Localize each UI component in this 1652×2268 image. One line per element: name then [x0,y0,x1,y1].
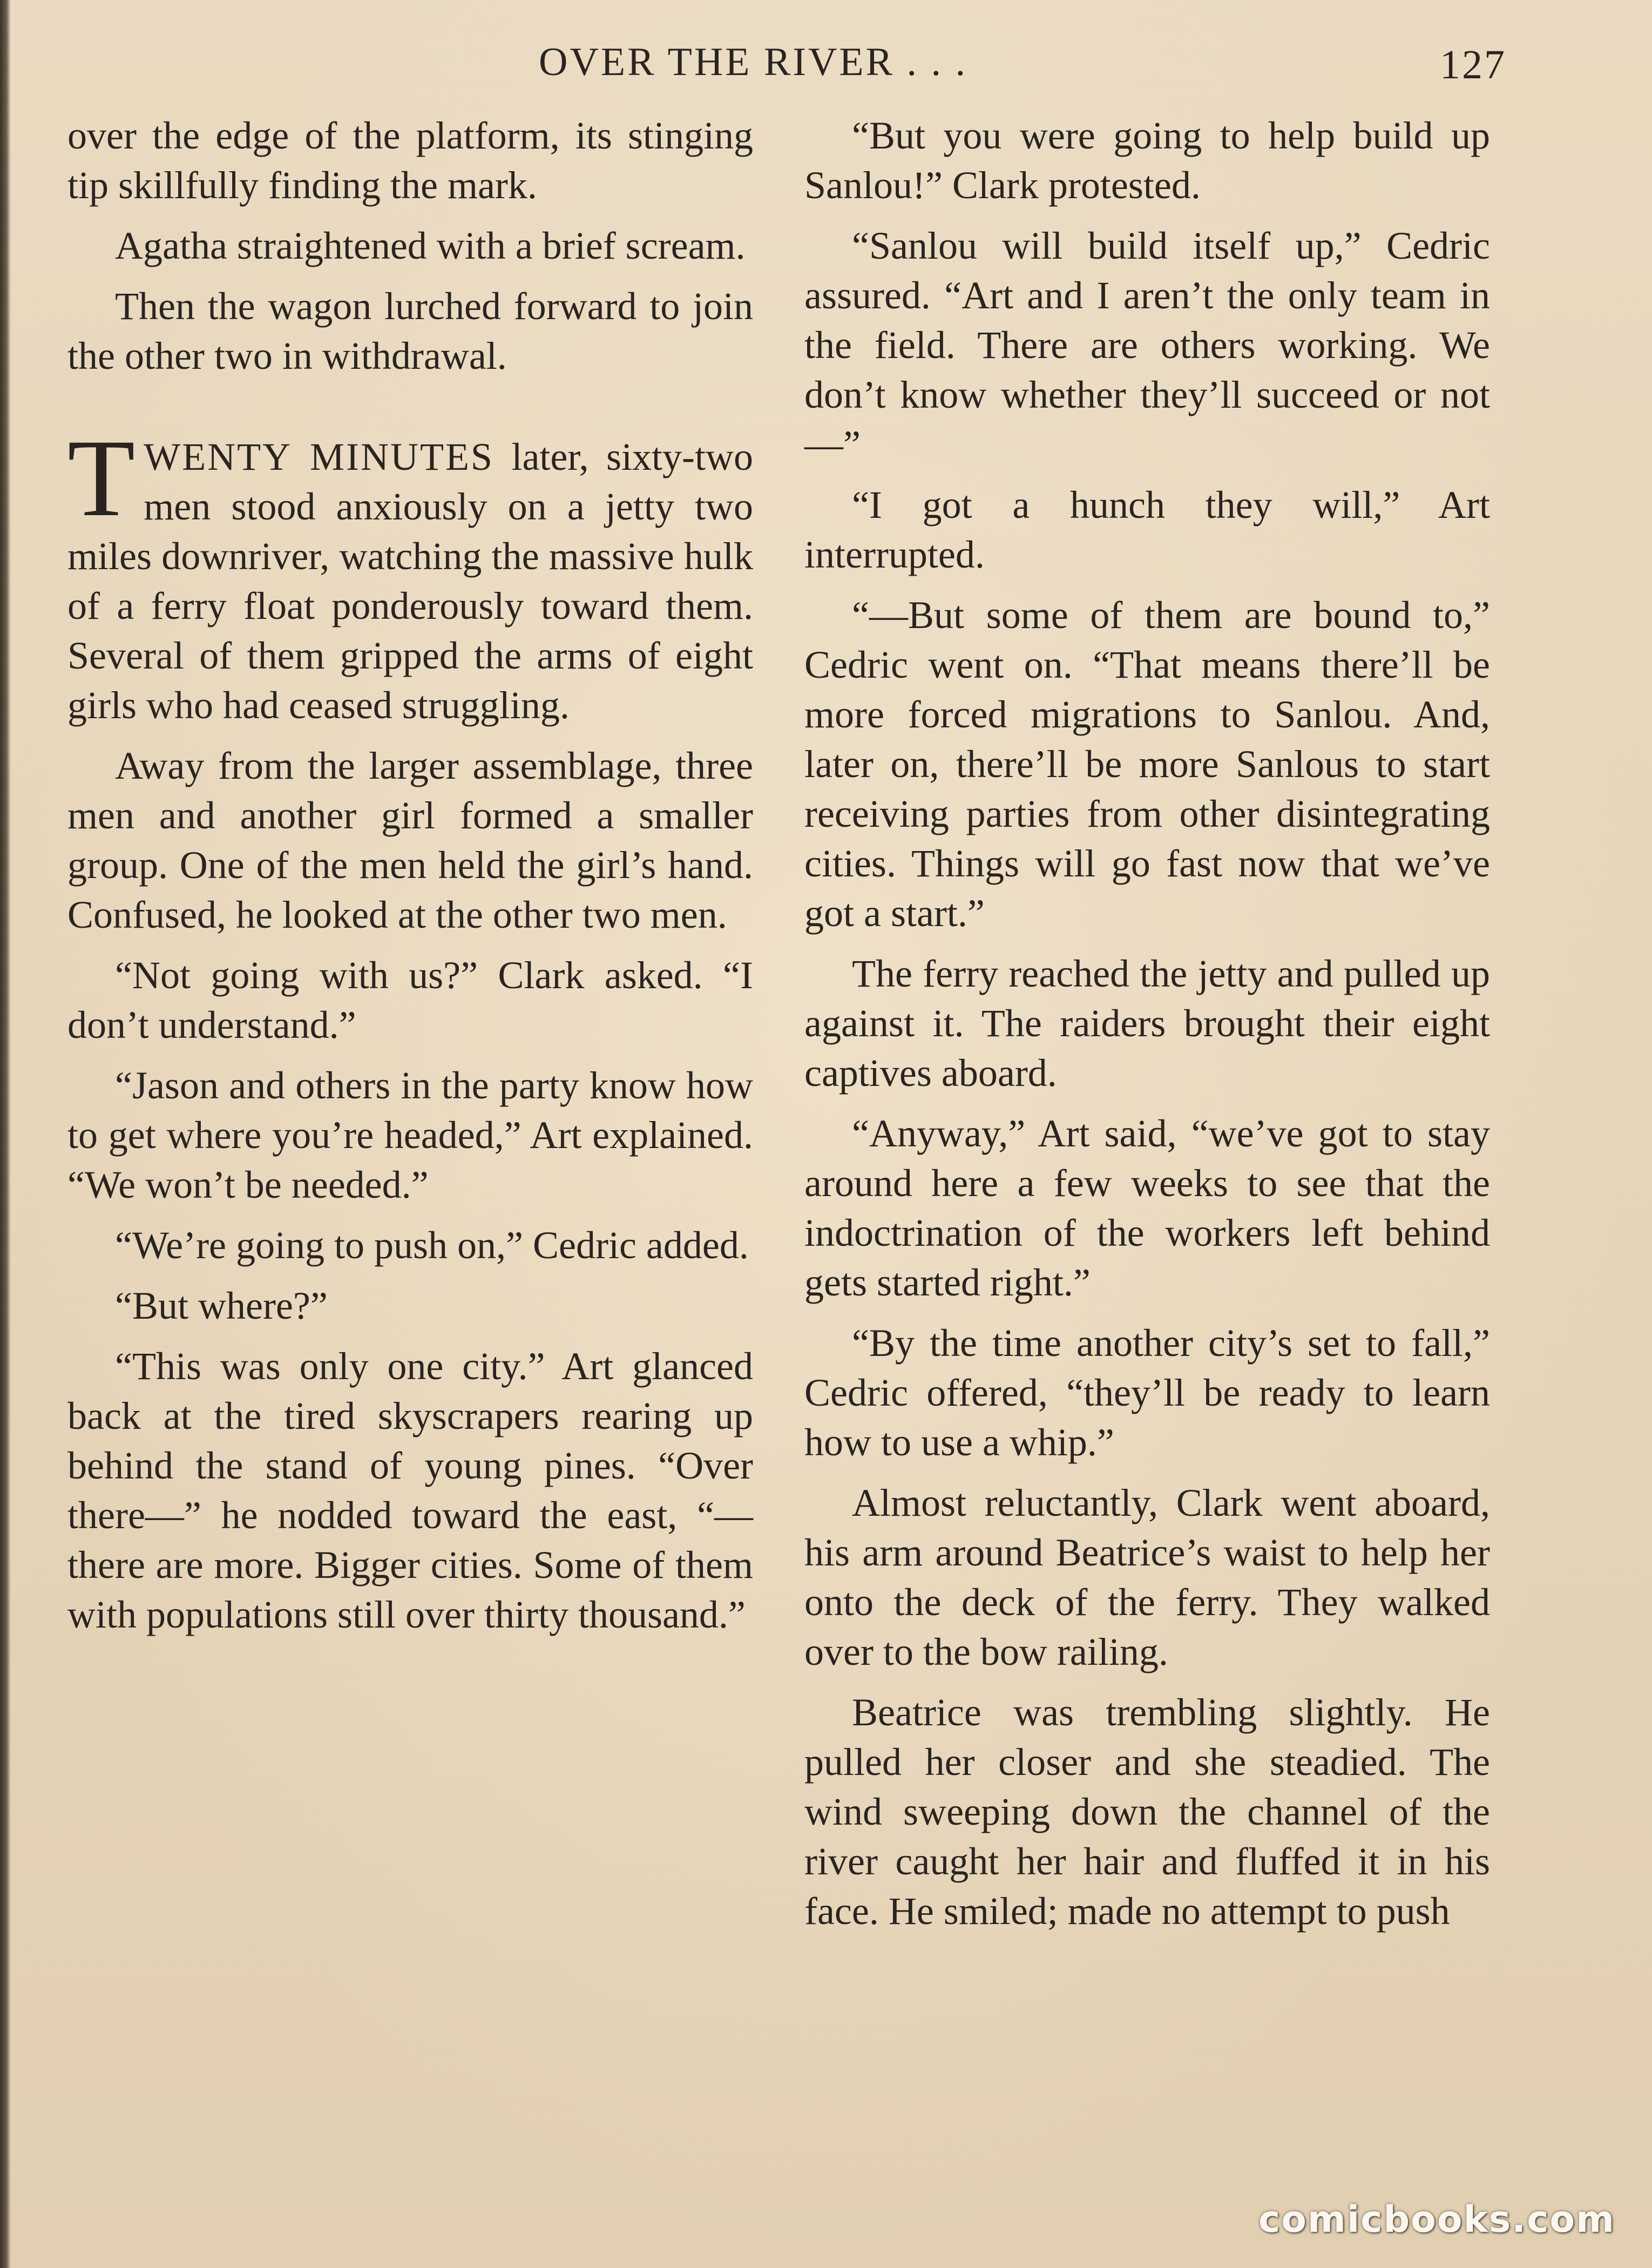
paragraph-text: later, sixty-two men stood anxiously on a jetty two miles downriver, watching the massive hulk of a ferry float ponderously toward them. Several of them gripped the arms of eight girls who had ceased struggling. [67,435,753,727]
small-caps-lead: WENTY MINUTES [144,435,494,478]
paragraph: “Jason and others in the party know how to get where you’re headed,” Art explained. “We won’t be needed.” [67,1064,753,1206]
drop-cap: T [67,417,136,539]
paragraph: “By the time another city’s set to fall,” Cedric offered, “they’ll be ready to learn how to use a whip.” [804,1321,1490,1464]
running-title: OVER THE RIVER . . . [539,40,967,84]
left-column [67,111,753,1650]
paragraph: “We’re going to push on,” Cedric added. [115,1224,749,1267]
paragraph: Away from the larger assemblage, three men and another girl formed a smaller group. One of the men held the girl’s hand. Confused, he looked at the other two men. [67,744,753,936]
paragraph: “But where?” [115,1284,328,1327]
paragraph: “Sanlou will build itself up,” Cedric assured. “Art and I aren’t the only team in the field. There are others working. We don’t know whether they’ll succeed or not—” [804,224,1490,466]
paragraph: Almost reluctantly, Clark went aboard, his arm around Beatrice’s waist to help her onto the deck of the ferry. They walked over to the bow railing. [804,1481,1490,1673]
paragraph: “I got a hunch they will,” Art interrupted. [804,483,1490,576]
paragraph: “Anyway,” Art said, “we’ve got to stay around here a few weeks to see that the indoctrination of the workers left behind gets started right.” [804,1112,1490,1304]
paragraph: Then the wagon lurched forward to join the other two in withdrawal. [67,285,753,377]
paragraph: Beatrice was trembling slightly. He pulled her closer and she steadied. The wind sweeping down the channel of the river caught her hair and fluffed it in his face. He smiled; made no attempt to push [804,1691,1490,1933]
paragraph: “But you were going to help build up Sanlou!” Clark protested. [804,114,1490,207]
page-edge-shadow [0,0,11,2268]
paragraph: “—But some of them are bound to,” Cedric went on. “That means there’ll be more forced migrations to Sanlou. And, later on, there’ll be more Sanlous to start receiving parties from other disintegrating cities. Things will go fast now that we’ve got a start.” [804,593,1490,935]
paragraph: “This was only one city.” Art glanced back at the tired skyscrapers rearing up behind the stand of young pines. “Over there—” he nodded toward the east, “—there are more. Bigger cities. Some of them with populations still over thirty thousand.” [67,1345,753,1636]
watermark: comicbooks.com [1258,2198,1615,2241]
page-number: 127 [1440,42,1506,87]
paragraph: over the edge of the platform, its stinging tip skillfully finding the mark. [67,114,753,207]
paragraph: The ferry reached the jetty and pulled up against it. The raiders brought their eight captives aboard. [804,952,1490,1095]
paragraph: Agatha straightened with a brief scream. [115,224,746,267]
running-head [0,32,1652,92]
right-column [804,111,1490,1947]
paragraph: “Not going with us?” Clark asked. “I don’t understand.” [67,954,753,1047]
section-start-paragraph [67,417,753,730]
